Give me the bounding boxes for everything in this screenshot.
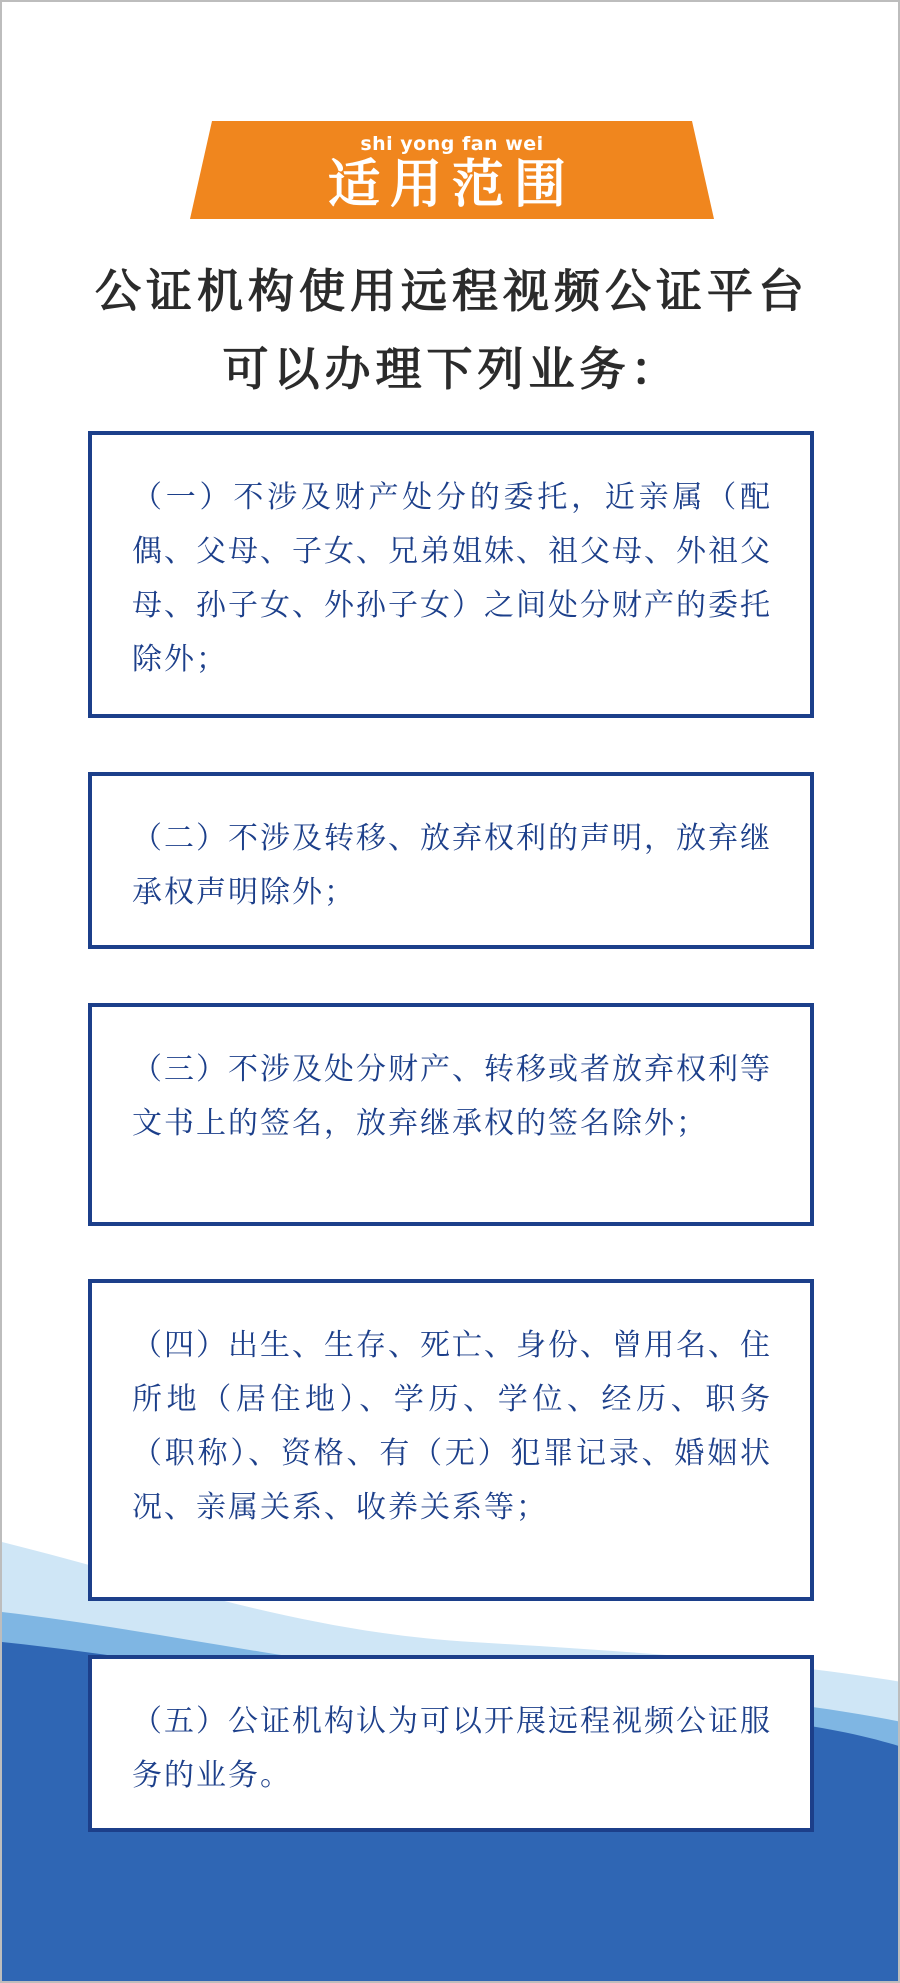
item-box-2	[88, 772, 814, 949]
intro-line-1: 公证机构使用远程视频公证平台	[95, 264, 809, 318]
intro-line-2: 可以办理下列业务：	[222, 342, 682, 396]
intro-heading	[62, 252, 842, 408]
item-text-1: （一）不涉及财产处分的委托，近亲属（配偶、父母、子女、兄弟姐妹、祖父母、外祖父母、孙子女、外孙子女）之间处分财产的委托除外；	[132, 480, 772, 677]
header-banner	[190, 121, 714, 219]
banner-pinyin: shi yong fan wei	[360, 133, 544, 155]
item-box-4	[88, 1279, 814, 1601]
item-text-3: （三）不涉及处分财产、转移或者放弃权利等文书上的签名，放弃继承权的签名除外；	[132, 1052, 772, 1141]
item-box-3	[88, 1003, 814, 1226]
item-box-5	[88, 1655, 814, 1832]
item-text-2: （二）不涉及转移、放弃权利的声明，放弃继承权声明除外；	[132, 821, 772, 910]
item-text-4: （四）出生、生存、死亡、身份、曾用名、住所地（居住地）、学历、学位、经历、职务（职称）、资格、有（无）犯罪记录、婚姻状况、亲属关系、收养关系等；	[132, 1328, 772, 1525]
banner-title: 适用范围	[327, 155, 576, 215]
item-box-1	[88, 431, 814, 718]
item-text-5: （五）公证机构认为可以开展远程视频公证服务的业务。	[132, 1704, 772, 1793]
